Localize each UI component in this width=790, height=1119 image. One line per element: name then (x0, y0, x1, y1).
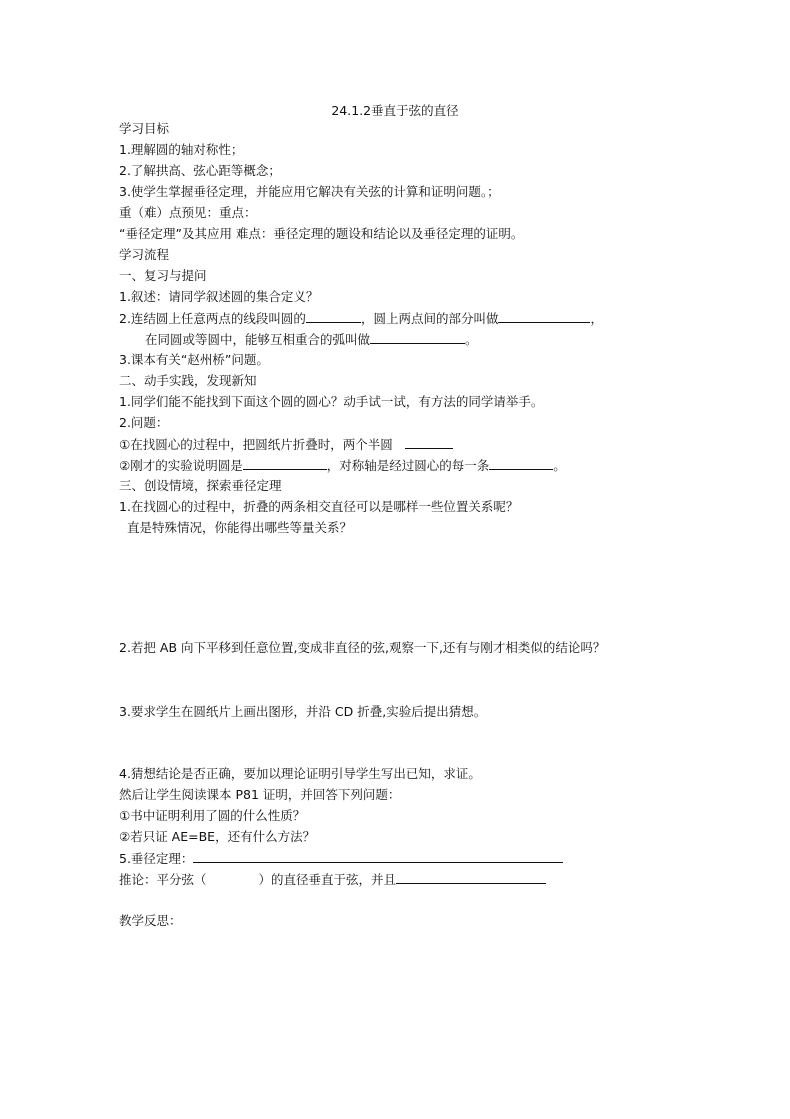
keypoints-line-2: “垂径定理”及其应用 难点：垂径定理的题设和结论以及垂径定理的证明。 (119, 226, 524, 241)
page-title: 24.1.2垂直于弦的直径 (331, 103, 459, 118)
section2-q1: 1.同学们能不能找到下面这个圆的圆心？动手试一试，有方法的同学请举手。 (119, 394, 544, 409)
section1-q2-text-e: 。 (465, 332, 478, 347)
section1-heading: 一、复习与提问 (119, 268, 207, 283)
section1-q1: 1.叙述：请同学叙述圆的集合定义？ (119, 289, 319, 304)
corollary-line (119, 871, 546, 888)
fill-blank[interactable] (193, 850, 563, 863)
fill-blank[interactable] (498, 310, 590, 323)
fill-blank[interactable] (306, 310, 361, 323)
process-heading: 学习流程 (119, 247, 170, 262)
section2-q2-2-text-a: ②刚才的实验说明圆是 (119, 458, 243, 473)
section2-q2-1-text: ①在找圆心的过程中，把圆纸片折叠时，两个半圆 (119, 437, 393, 452)
section2-heading: 二、动手实践，发现新知 (119, 373, 257, 388)
fill-blank[interactable] (396, 871, 546, 884)
corollary-text-a: 推论：平分弦（ (119, 872, 207, 887)
section3-q1-line2: 直是特殊情况，你能得出哪些等量关系？ (127, 520, 353, 535)
section2-q2-1 (119, 436, 453, 453)
section1-q2-line1 (119, 310, 603, 327)
section3-q4-line3: ①书中证明利用了圆的什么性质？ (119, 808, 306, 823)
objective-item-3: 3.使学生掌握垂径定理，并能应用它解决有关弦的计算和证明问题。； (119, 184, 500, 199)
keypoints-line-1: 重（难）点预见：重点： (119, 205, 257, 220)
section1-q2-text-c: ， (590, 311, 603, 326)
section2-q2-2-text-b: ，对称轴是经过圆心的每一条 (326, 458, 490, 473)
section3-heading: 三、创设情境，探索垂径定理 (119, 478, 282, 493)
section3-q5 (119, 850, 563, 867)
section2-q2-2 (119, 457, 566, 474)
section2-q2: 2.问题： (119, 415, 169, 430)
section1-q3: 3.课本有关“赵州桥”问题。 (119, 352, 269, 367)
section3-q4-line2: 然后让学生阅读课本 P81 证明，并回答下列问题： (119, 787, 401, 802)
fill-blank[interactable] (405, 436, 453, 449)
teaching-reflection: 教学反思： (119, 913, 182, 928)
fill-blank[interactable] (243, 457, 327, 470)
section1-q2-text-b: ，圆上两点间的部分叫做 (360, 311, 499, 326)
section1-q2-text-d: 在同圆或等圆中，能够互相重合的弧叫做 (145, 332, 371, 347)
section3-q4-line4: ②若只证 AE=BE，还有什么方法？ (119, 829, 316, 844)
corollary-text-b: ）的直径垂直于弦，并且 (258, 872, 397, 887)
objectives-heading: 学习目标 (119, 121, 170, 136)
section3-q2: 2.若把 AB 向下平移到任意位置,变成非直径的弦,观察一下,还有与刚才相类似的结论吗？ (119, 640, 606, 655)
section3-q3: 3.要求学生在圆纸片上画出图形，并沿 CD 折叠,实验后提出猜想。 (119, 704, 487, 719)
section2-q2-2-text-c: 。 (553, 458, 566, 473)
section3-q1-line1: 1.在找圆心的过程中，折叠的两条相交直径可以是哪样一些位置关系呢？ (119, 499, 519, 514)
section3-q4-line1: 4.猜想结论是否正确，要加以理论证明引导学生写出已知，求证。 (119, 766, 481, 781)
fill-blank[interactable] (370, 331, 465, 344)
fill-blank[interactable] (489, 457, 553, 470)
section1-q2-text-a: 2.连结圆上任意两点的线段叫圆的 (119, 311, 306, 326)
theorem-label: 5.垂径定理： (119, 851, 194, 866)
section1-q2-line2 (145, 331, 478, 348)
objective-item-1: 1.理解圆的轴对称性； (119, 142, 244, 157)
objective-item-2: 2.了解拱高、弦心距等概念； (119, 163, 281, 178)
